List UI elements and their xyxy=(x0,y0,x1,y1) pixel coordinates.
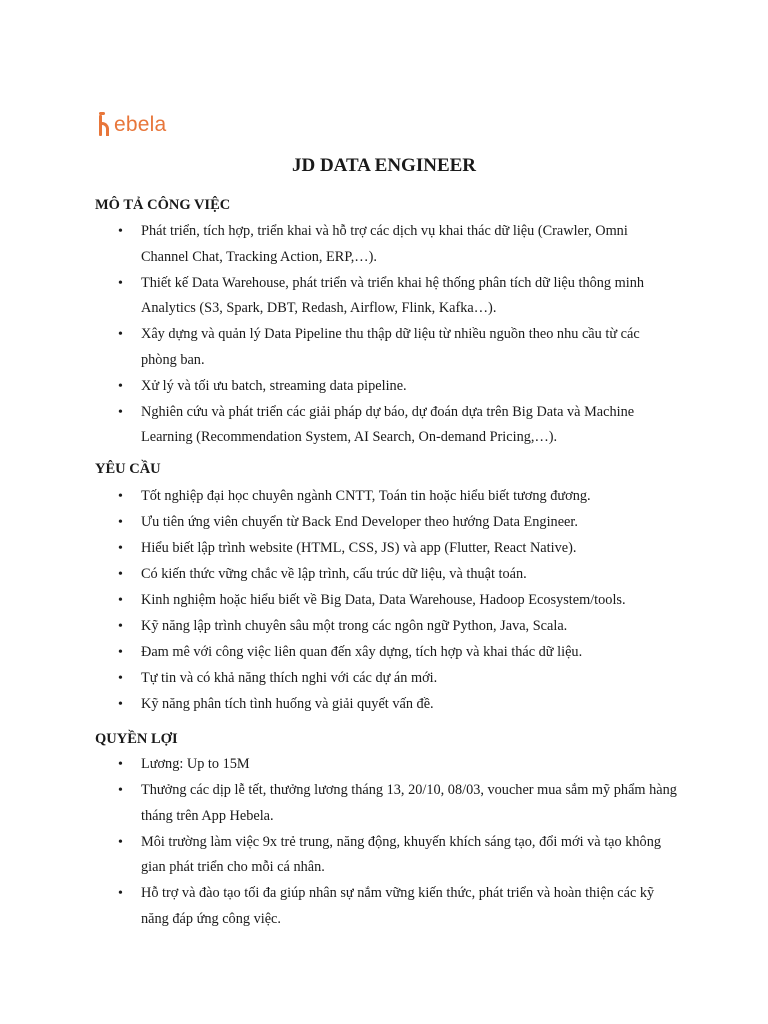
list-item: • Hiểu biết lập trình website (HTML, CSS, JS) và app (Flutter, React Native). xyxy=(0,536,768,562)
list-item: • Tự tin và có khả năng thích nghi với các dự án mới. xyxy=(0,666,768,692)
list-item: • Kinh nghiệm hoặc hiểu biết về Big Data, Data Warehouse, Hadoop Ecosystem/tools. xyxy=(0,588,768,614)
logo-text: ebela xyxy=(114,113,167,136)
list-item: • Phát triển, tích hợp, triển khai và hỗ trợ các dịch vụ khai thác dữ liệu (Crawler, Omni Channel Chat, Tracking Action, ERP,…). xyxy=(0,219,768,270)
list-item: • Nghiên cứu và phát triển các giải pháp dự báo, dự đoán dựa trên Big Data và Machine Learning (Recommendation System, AI Search, On-demand Pricing,…). xyxy=(0,400,768,451)
list-item: • Xử lý và tối ưu batch, streaming data pipeline. xyxy=(0,374,768,400)
job-description-list xyxy=(0,219,768,451)
list-item: • Kỹ năng lập trình chuyên sâu một trong các ngôn ngữ Python, Java, Scala. xyxy=(0,614,768,640)
list-item: • Hỗ trợ và đào tạo tối đa giúp nhân sự nắm vững kiến thức, phát triển và hoàn thiện các kỹ năng đáp ứng công việc. xyxy=(0,881,768,932)
list-item: • Ưu tiên ứng viên chuyển từ Back End Developer theo hướng Data Engineer. xyxy=(0,510,768,536)
section-heading-job-description: MÔ TẢ CÔNG VIỆC xyxy=(95,197,231,213)
list-item: • Đam mê với công việc liên quan đến xây dựng, tích hợp và khai thác dữ liệu. xyxy=(0,640,768,666)
list-item: • Có kiến thức vững chắc về lập trình, cấu trúc dữ liệu, và thuật toán. xyxy=(0,562,768,588)
list-item: • Tốt nghiệp đại học chuyên ngành CNTT, Toán tin hoặc hiểu biết tương đương. xyxy=(0,484,768,510)
list-item: • Thiết kế Data Warehouse, phát triển và triển khai hệ thống phân tích dữ liệu thông minh Analytics (S3, Spark, DBT, Redash, Airflow, Flink, Kafka…). xyxy=(0,271,768,322)
document-title: JD DATA ENGINEER xyxy=(291,155,477,176)
section-heading-requirements: YÊU CẦU xyxy=(95,461,161,477)
benefits-list xyxy=(0,752,768,933)
hebela-logo xyxy=(99,108,166,136)
requirements-list xyxy=(0,484,768,718)
list-item: • Lương: Up to 15M xyxy=(0,752,768,778)
list-item: • Kỹ năng phân tích tình huống và giải quyết vấn đề. xyxy=(0,692,768,718)
section-heading-benefits: QUYỀN LỢI xyxy=(95,731,178,747)
list-item: • Môi trường làm việc 9x trẻ trung, năng động, khuyến khích sáng tạo, đổi mới và tạo không gian phát triển cho mỗi cá nhân. xyxy=(0,830,768,881)
logo-h-mark xyxy=(99,112,113,136)
list-item: • Thưởng các dịp lễ tết, thưởng lương tháng 13, 20/10, 08/03, voucher mua sắm mỹ phẩm hàng tháng trên App Hebela. xyxy=(0,778,768,829)
list-item: • Xây dựng và quản lý Data Pipeline thu thập dữ liệu từ nhiều nguồn theo nhu cầu từ các phòng ban. xyxy=(0,322,768,373)
